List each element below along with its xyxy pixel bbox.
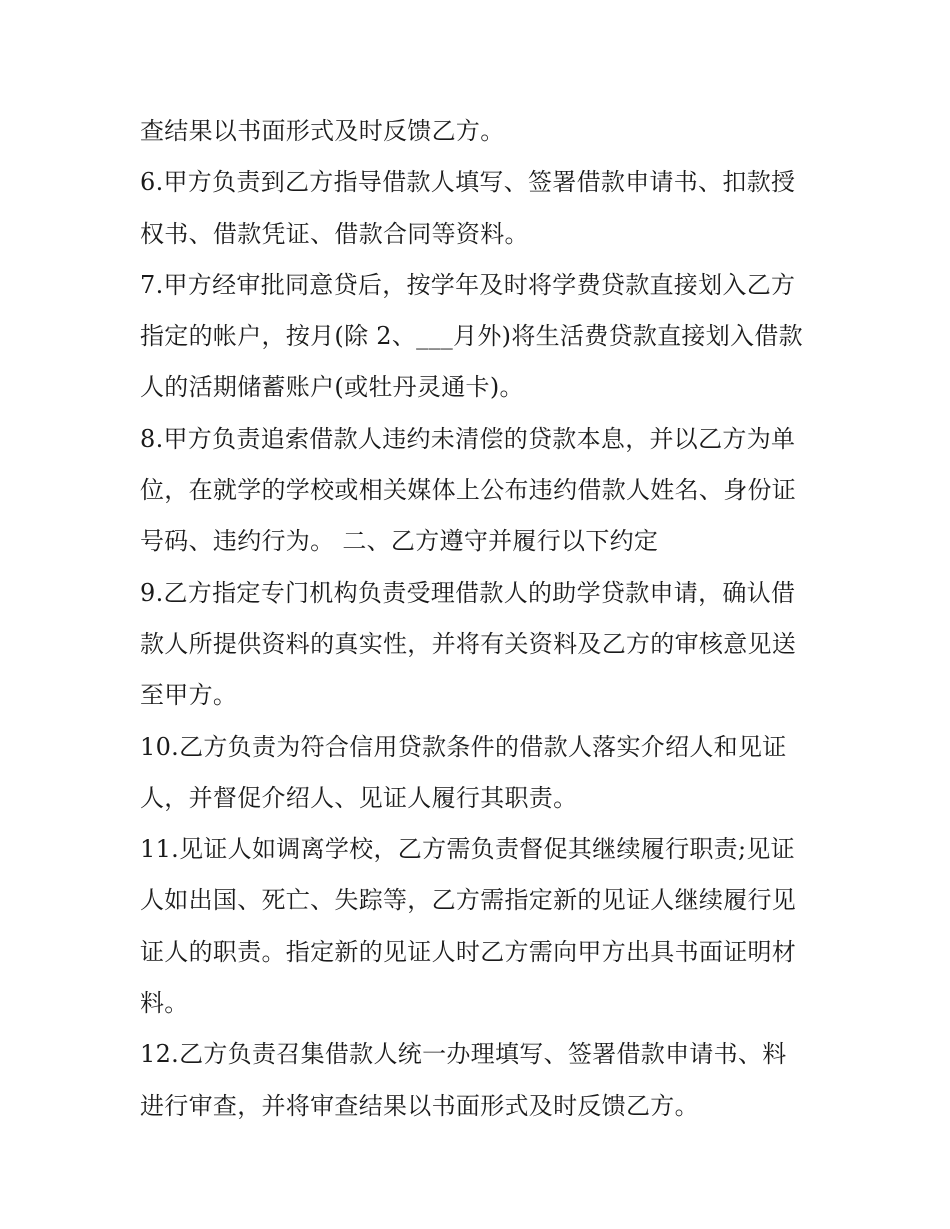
text-line: 人，并督促介绍人、见证人履行其职责。 bbox=[140, 783, 578, 812]
text-line: 人的活期储蓄账户(或牡丹灵通卡)。 bbox=[140, 373, 524, 402]
text-line: 位，在就学的学校或相关媒体上公布违约借款人姓名、身份证 bbox=[140, 476, 797, 505]
text-line: 10.乙方负责为符合信用贷款条件的借款人落实介绍人和见证 bbox=[140, 732, 787, 761]
text-line: 11.见证人如调离学校，乙方需负责督促其继续履行职责;见证 bbox=[140, 835, 795, 864]
text-line: 证人的职责。指定新的见证人时乙方需向甲方出具书面证明材 bbox=[140, 937, 797, 966]
document-body bbox=[140, 106, 820, 1132]
text-line: 查结果以书面形式及时反馈乙方。 bbox=[140, 117, 505, 145]
text-line: 8.甲方负责追索借款人违约未清偿的贷款本息，并以乙方为单 bbox=[140, 424, 796, 453]
text-line: 7.甲方经审批同意贷后，按学年及时将学费贷款直接划入乙方 bbox=[140, 270, 796, 299]
text-line: 款人所提供资料的真实性，并将有关资料及乙方的审核意见送 bbox=[140, 629, 797, 658]
text-line: 9.乙方指定专门机构负责受理借款人的助学贷款申请，确认借 bbox=[140, 578, 796, 607]
text-line: 12.乙方负责召集借款人统一办理填写、签署借款申请书、料 bbox=[140, 1040, 787, 1069]
text-line: 料。 bbox=[140, 989, 189, 1018]
text-line: 至甲方。 bbox=[140, 681, 238, 710]
text-line: 指定的帐户，按月(除 2、___月外)将生活费贷款直接划入借款 bbox=[140, 322, 803, 351]
text-line: 进行审查，并将审查结果以书面形式及时反馈乙方。 bbox=[140, 1091, 699, 1120]
text-line: 6.甲方负责到乙方指导借款人填写、签署借款申请书、扣款授 bbox=[140, 168, 796, 197]
text-line: 权书、借款凭证、借款合同等资料。 bbox=[140, 219, 529, 248]
text-line: 人如出国、死亡、失踪等，乙方需指定新的见证人继续履行见 bbox=[140, 886, 797, 915]
text-line: 号码、违约行为。 二、乙方遵守并履行以下约定 bbox=[140, 527, 659, 556]
